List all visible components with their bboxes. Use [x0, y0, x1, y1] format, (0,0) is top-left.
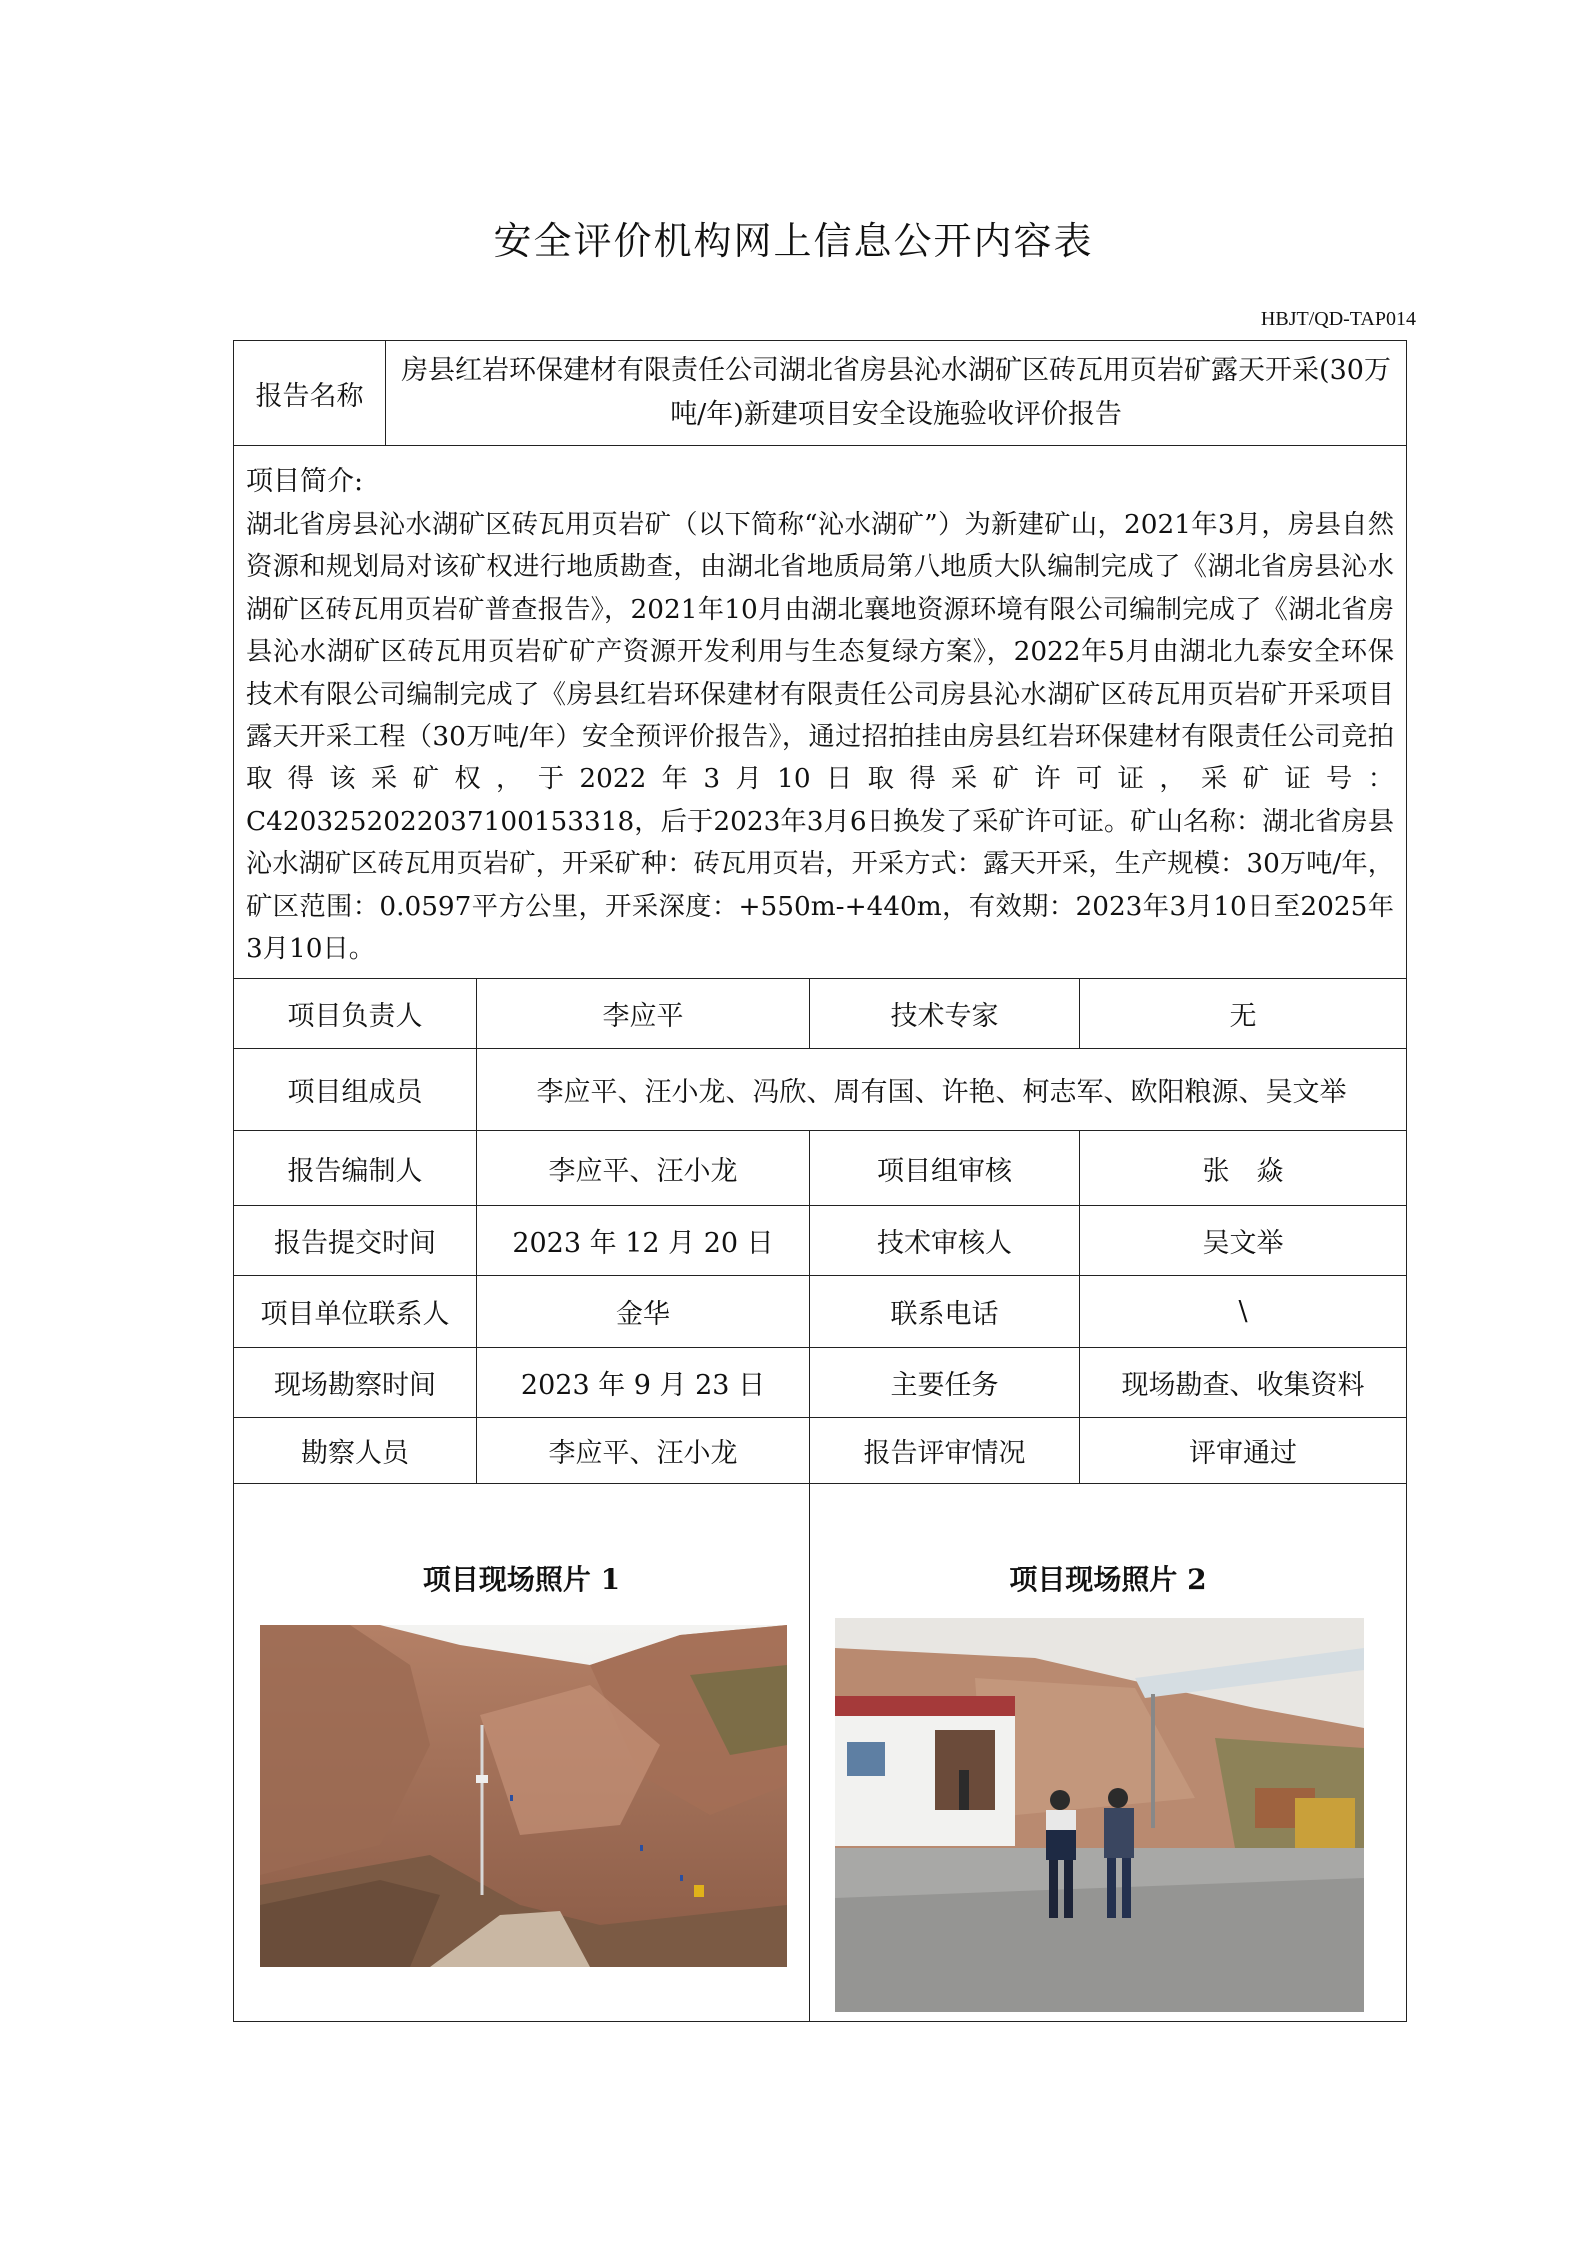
expert-value: 无 [1080, 979, 1407, 1049]
leader-value: 李应平 [477, 979, 810, 1049]
intro-row [234, 446, 1407, 979]
leader-label: 项目负责人 [234, 979, 477, 1049]
table-row [234, 1049, 1407, 1131]
table-row [234, 1276, 1407, 1348]
intro-text: 湖北省房县沁水湖矿区砖瓦用页岩矿（以下简称“沁水湖矿”）为新建矿山，2021年3月，房县自然资源和规划局对该矿权进行地质勘查，由湖北省地质局第八地质大队编制完成了《湖北省房县沁水湖矿区砖瓦用页岩矿普查报告》，2021年10月由湖北襄地资源环境有限公司编制完成了《湖北省房县沁水湖矿区砖瓦用页岩矿矿产资源开发利用与生态复绿方案》，2022年5月由湖北九泰安全环保技术有限公司编制完成了《房县红岩环保建材有限责任公司房县沁水湖矿区砖瓦用页岩矿开采项目露天开采工程（30万吨/年）安全预评价报告》，通过招拍挂由房县红岩环保建材有限责任公司竞拍取得该采矿权，于2022年3月10日取得采矿许可证，采矿证号：C4203252022037100153318，后于2023年3月6日换发了采矿许可证。矿山名称：湖北省房县沁水湖矿区砖瓦用页岩矿，开采矿种：砖瓦用页岩，开采方式：露天开采，生产规模：30万吨/年，矿区范围：0.0597平方公里，开采深度：+550m-+440m，有效期：2023年3月10日至2025年3月10日。 [246, 510, 1395, 965]
report-name-value: 房县红岩环保建材有限责任公司湖北省房县沁水湖矿区砖瓦用页岩矿露天开采(30万吨/年)新建项目安全设施验收评价报告 [386, 341, 1407, 446]
intro-cell [234, 446, 1407, 979]
report-name-row [234, 341, 1407, 446]
photo-caption-1: 项目现场照片 1 [422, 1563, 621, 1597]
table-row [234, 1206, 1407, 1276]
expert-label: 技术专家 [810, 979, 1080, 1049]
tech-reviewer-label: 技术审核人 [810, 1206, 1080, 1276]
photo-cell-1 [234, 1484, 810, 2022]
surveyors-value: 李应平、汪小龙 [477, 1418, 810, 1484]
review-value: 张 焱 [1080, 1131, 1407, 1206]
photo-caption-2: 项目现场照片 2 [1009, 1563, 1207, 1597]
review-status-label: 报告评审情况 [810, 1418, 1080, 1484]
members-value: 李应平、汪小龙、冯欣、周有国、许艳、柯志军、欧阳粮源、吴文举 [477, 1049, 1407, 1131]
compiler-value: 李应平、汪小龙 [477, 1131, 810, 1206]
main-task-value: 现场勘查、收集资料 [1080, 1348, 1407, 1418]
table-row [234, 1131, 1407, 1206]
survey-time-value: 2023 年 9 月 23 日 [477, 1348, 810, 1418]
photo-cell-2 [810, 1484, 1407, 2022]
photos-row [234, 1484, 1407, 2022]
contact-label: 项目单位联系人 [234, 1276, 477, 1348]
compiler-label: 报告编制人 [234, 1131, 477, 1206]
tech-reviewer-value: 吴文举 [1080, 1206, 1407, 1276]
survey-time-label: 现场勘察时间 [234, 1348, 477, 1418]
main-task-label: 主要任务 [810, 1348, 1080, 1418]
phone-label: 联系电话 [810, 1276, 1080, 1348]
report-name-label: 报告名称 [234, 341, 386, 446]
intro-label: 项目简介: [246, 466, 364, 497]
table-row [234, 1418, 1407, 1484]
document-code: HBJT/QD-TAP014 [1260, 308, 1416, 330]
review-label: 项目组审核 [810, 1131, 1080, 1206]
submit-time-value: 2023 年 12 月 20 日 [477, 1206, 810, 1276]
surveyors-label: 勘察人员 [234, 1418, 477, 1484]
members-label: 项目组成员 [234, 1049, 477, 1131]
phone-value: \ [1080, 1276, 1407, 1348]
submit-time-label: 报告提交时间 [234, 1206, 477, 1276]
page-title: 安全评价机构网上信息公开内容表 [493, 219, 1094, 263]
info-table [233, 340, 1407, 2022]
table-row [234, 979, 1407, 1049]
site-photo-2 [835, 1618, 1364, 2012]
contact-value: 金华 [477, 1276, 810, 1348]
site-photo-1 [260, 1625, 787, 1967]
table-row [234, 1348, 1407, 1418]
review-status-value: 评审通过 [1080, 1418, 1407, 1484]
